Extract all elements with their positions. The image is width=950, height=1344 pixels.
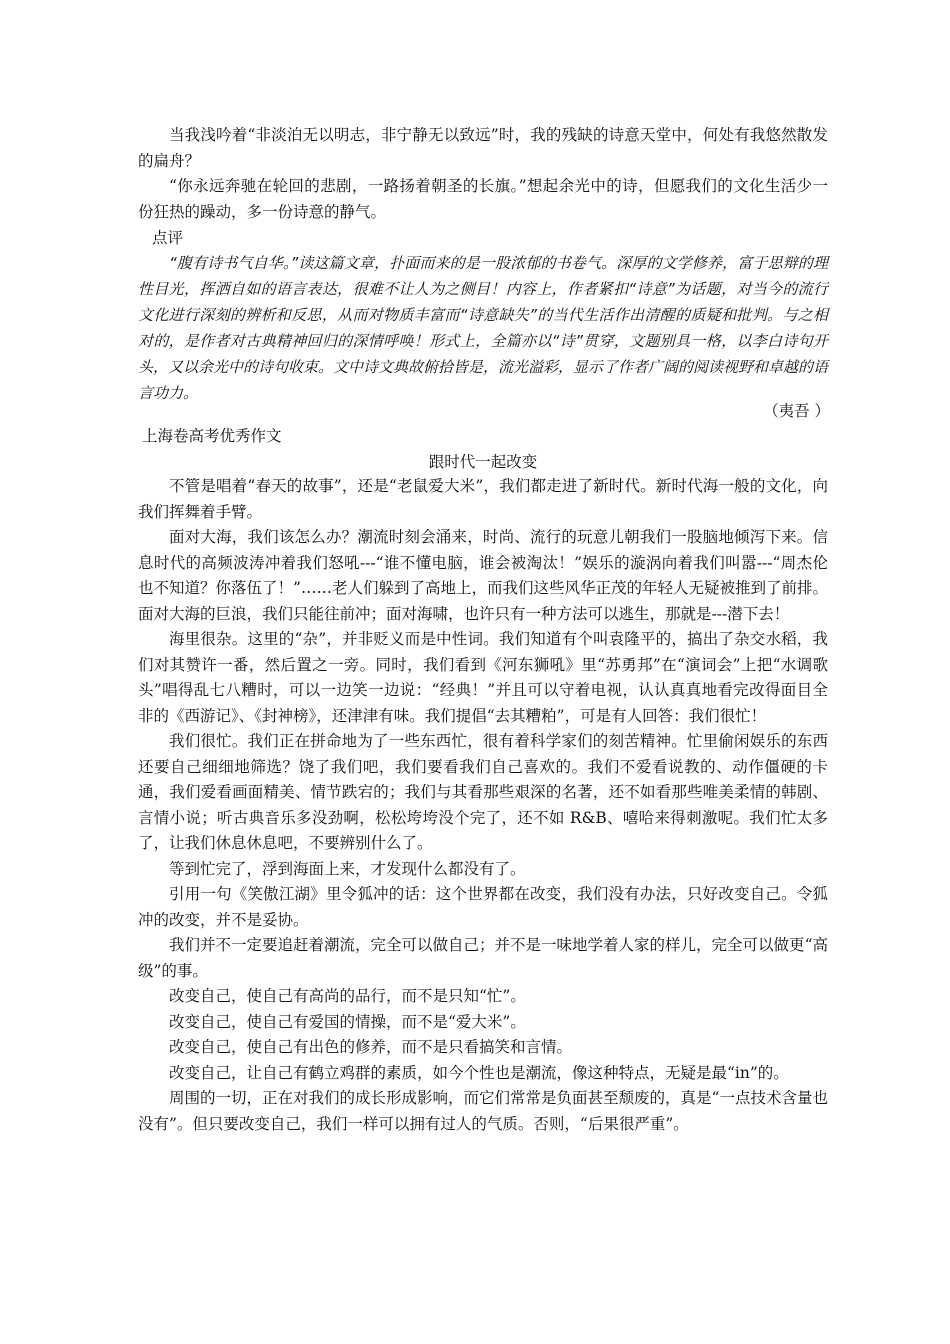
comment-text: “腹有诗书气自华。”读这篇文章，扑面而来的是一股浓郁的书卷气。深厚的文学修养，富于思辩的理性目光，挥洒自如的语言表达，很难不让人为之侧目！内容上，作者紧扣“诗意”为话题，对当今的流行文化进行深刻的辨析和反思，从而对物质丰富而“诗意缺失”的当代生活作出清醒的质疑和批判。与之相对的，是作者对古典精神回归的深情呼唤！形式上，全篇亦以“诗”贯穿，文题别具一格，以李白诗句开头，又以余光中的诗句收束。文中诗文典故俯拾皆是，流光溢彩，显示了作者广阔的阅读视野和卓越的语言功力。 <box>138 254 829 402</box>
essay2-paragraph-5: 等到忙完了，浮到海面上来，才发现什么都没有了。 <box>169 859 526 878</box>
essay2-paragraph-3: 海里很杂。这里的“杂”，并非贬义而是中性词。我们知道有个叫袁隆平的，搞出了杂交水稻，我们对其赞许一番，然后置之一旁。同时，我们看到《河东狮吼》里“苏勇邦”在“演词会”上把“水调歌头”唱得乱七八糟时，可以一边笑一边说：“经典！”并且可以守着电视，认认真真地看完改得面目全非的《西游记》、《封神榜》，还津津有味。我们提倡“去其糟粕”，可是有人回答：我们很忙！ <box>138 630 828 725</box>
reviewer-name: （夷吾 ） <box>763 402 830 420</box>
essay2-paragraph-11: 改变自己，让自己有鹤立鸡群的素质，如今个性也是潮流，像这种特点，无疑是最“in”的。 <box>169 1063 789 1082</box>
essay2-paragraph-1: 不管是唱着“春天的故事”，还是“老鼠爱大米”，我们都走进了新时代。新时代海一般的文化，向我们挥舞着手臂。 <box>138 477 828 521</box>
section-label: 上海卷高考优秀作文 <box>142 427 282 445</box>
essay2-paragraph-9: 改变自己，使自己有爱国的情操，而不是“爱大米”。 <box>169 1012 526 1031</box>
essay1-paragraph-2: “你永远奔驰在轮回的悲剧，一路扬着朝圣的长旗。”想起余光中的诗，但愿我们的文化生活少一份狂热的躁动，多一份诗意的静气。 <box>138 177 828 221</box>
essay-title: 跟时代一起改变 <box>428 453 538 471</box>
essay2-paragraph-2: 面对大海，我们该怎么办？潮流时刻会涌来，时尚、流行的玩意儿朝我们一股脑地倾泻下来。信息时代的高频波涛冲着我们怒吼---“谁不懂电脑，谁会被淘汰！”娱乐的漩涡向着我们叫嚣---“周杰伦也不知道？你落伍了！”……老人们躲到了高地上，而我们这些风华正茂的年轻人无疑被推到了前排。面对大海的巨浪，我们只能往前冲；面对海啸，也许只有一种方法可以逃生，那就是---潜下去！ <box>138 528 828 623</box>
essay2-body <box>138 474 828 1137</box>
essay2-paragraph-7: 我们并不一定要追赶着潮流，完全可以做自己；并不是一味地学着人家的样儿，完全可以做更“高级”的事。 <box>138 936 828 980</box>
essay2-paragraph-4: 我们很忙。我们正在拼命地为了一些东西忙，很有着科学家们的刻苦精神。忙里偷闲娱乐的东西还要自己细细地筛选？饶了我们吧，我们要看我们自己喜欢的。我们不爱看说教的、动作僵硬的卡通，我们爱看画面精美、情节跌宕的；我们与其看那些艰深的名著，还不如看那些唯美柔情的韩剧、言情小说；听古典音乐多没劲啊，松松垮垮没个完了，还不如 R&B、嘻哈来得刺激呢。我们忙太多了，让我们休息休息吧，不要辨别什么了。 <box>138 732 828 852</box>
essay2-paragraph-12: 周围的一切，正在对我们的成长形成影响，而它们常常是负面甚至颓废的，真是“一点技术含量也没有”。但只要改变自己，我们一样可以拥有过人的气质。否则，“后果很严重”。 <box>138 1089 828 1133</box>
comment-label: 点评 <box>152 229 184 247</box>
essay1-ending <box>138 123 828 225</box>
essay1-paragraph-1: 当我浅吟着“非淡泊无以明志，非宁静无以致远”时，我的残缺的诗意天堂中，何处有我悠然散发的扁舟？ <box>138 126 828 170</box>
comment-block <box>138 250 828 406</box>
essay2-paragraph-10: 改变自己，使自己有出色的修养，而不是只看搞笑和言情。 <box>169 1038 573 1056</box>
essay2-paragraph-8: 改变自己，使自己有高尚的品行，而不是只知“忙”。 <box>169 987 526 1005</box>
essay2-paragraph-6: 引用一句《笑傲江湖》里令狐冲的话：这个世界都在改变，我们没有办法，只好改变自己。令狐冲的改变，并不是妥协。 <box>138 885 828 929</box>
